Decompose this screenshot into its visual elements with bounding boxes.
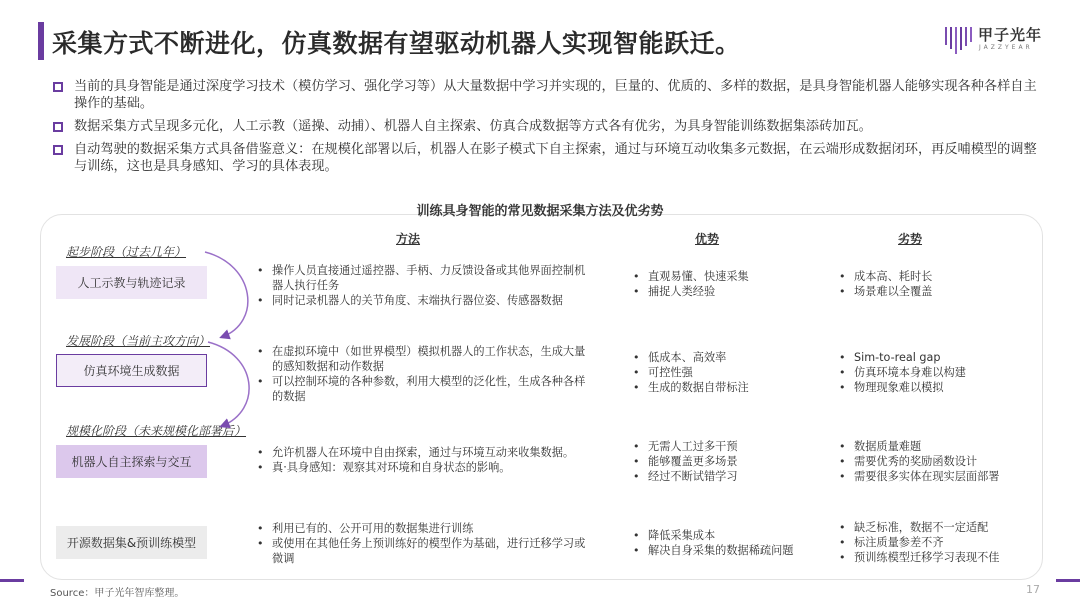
pros-cell <box>630 528 820 558</box>
list-item: • 数据质量难题 <box>836 439 1026 454</box>
page-title: 采集方式不断进化，仿真数据有望驱动机器人实现智能跃迁。 <box>52 29 741 58</box>
bullet-item: 数据采集方式呈现多元化，人工示教（遥操、动捕）、机器人自主探索、仿真合成数据等方式各有优劣，为具身智能训练数据集添砖加瓦。 <box>52 118 1042 135</box>
list-item: • 物理现象难以模拟 <box>836 380 1026 395</box>
pros-cell <box>630 439 820 484</box>
list-item: • 低成本、高效率 <box>630 350 820 365</box>
bullet-square-icon <box>53 82 63 92</box>
method-description <box>254 263 594 308</box>
source-note: Source：甲子光年智库整理。 <box>50 588 185 599</box>
bullet-square-icon <box>53 145 63 155</box>
title-accent-bar <box>38 22 44 60</box>
method-description <box>254 521 594 566</box>
list-item: • 可控性强 <box>630 365 820 380</box>
list-item: • 可以控制环境的各种参数，利用大模型的泛化性，生成各种各样的数据 <box>254 374 594 404</box>
list-item: • 标注质量参差不齐 <box>836 535 1031 550</box>
list-item: • 场景难以全覆盖 <box>836 284 1026 299</box>
list-item: • 经过不断试错学习 <box>630 469 820 484</box>
footer-accent-right <box>1056 579 1080 582</box>
bullet-item: 自动驾驶的数据采集方式具备借鉴意义：在规模化部署以后，机器人在影子模式下自主探索，通过与环境互动收集多元数据，在云端形成数据闭环，再反哺模型的调整与训练，这也是具身感知、学习的具体表现。 <box>52 141 1042 175</box>
method-cell: 人工示教与轨迹记录 <box>56 266 207 299</box>
page-number: 17 <box>1026 583 1040 596</box>
table-title: 训练具身智能的常见数据采集方法及优劣势 <box>416 204 664 219</box>
list-item: • 利用已有的、公开可用的数据集进行训练 <box>254 521 594 536</box>
column-header-cons: 劣势 <box>898 232 923 246</box>
method-description <box>254 445 594 475</box>
list-item: • 真·具身感知：观察其对环境和自身状态的影响。 <box>254 460 594 475</box>
list-item: • 生成的数据自带标注 <box>630 380 820 395</box>
list-item: • 捕捉人类经验 <box>630 284 820 299</box>
list-item: • 在虚拟环境中（如世界模型）模拟机器人的工作状态，生成大量的感知数据和动作数据 <box>254 344 594 374</box>
method-cell: 机器人自主探索与交互 <box>56 445 207 478</box>
list-item: • 仿真环境本身难以构建 <box>836 365 1026 380</box>
logo-mark-icon <box>944 25 974 55</box>
bullet-item: 当前的具身智能是通过深度学习技术（模仿学习、强化学习等）从大量数据中学习并实现的，巨量的、优质的、多样的数据，是具身智能机器人能够实现各种各样自主操作的基础。 <box>52 78 1042 112</box>
bullet-list <box>52 78 1042 181</box>
list-item: • 预训练模型迁移学习表现不佳 <box>836 550 1031 565</box>
list-item: • 能够覆盖更多场景 <box>630 454 820 469</box>
logo-text: 甲子光年 <box>978 26 1043 44</box>
bullet-square-icon <box>53 122 63 132</box>
list-item: • 直观易懂、快速采集 <box>630 269 820 284</box>
list-item: • 成本高、耗时长 <box>836 269 1026 284</box>
list-item: • Sim-to-real gap <box>836 350 1026 365</box>
method-description <box>254 344 594 404</box>
list-item: • 缺乏标准，数据不一定适配 <box>836 520 1031 535</box>
list-item: • 无需人工过多干预 <box>630 439 820 454</box>
list-item: • 降低采集成本 <box>630 528 820 543</box>
column-header-pros: 优势 <box>695 232 720 246</box>
list-item: • 需要很多实体在现实层面部署 <box>836 469 1026 484</box>
column-header-method: 方法 <box>396 232 421 246</box>
cons-cell <box>836 269 1026 299</box>
pros-cell <box>630 269 820 299</box>
method-cell: 仿真环境生成数据 <box>56 354 207 387</box>
pros-cell <box>630 350 820 395</box>
list-item: • 同时记录机器人的关节角度、末端执行器位姿、传感器数据 <box>254 293 594 308</box>
logo-subtext: JAZZYEAR <box>979 44 1033 51</box>
stage-label-start: 起步阶段（过去几年） <box>66 245 187 259</box>
list-item: • 操作人员直接通过遥控器、手柄、力反馈设备或其他界面控制机器人执行任务 <box>254 263 594 293</box>
method-cell: 开源数据集&预训练模型 <box>56 526 207 559</box>
brand-logo <box>944 22 1062 62</box>
footer-accent-left <box>0 579 24 582</box>
list-item: • 解决自身采集的数据稀疏问题 <box>630 543 820 558</box>
list-item: • 允许机器人在环境中自由探索，通过与环境互动来收集数据。 <box>254 445 594 460</box>
cons-cell <box>836 350 1026 395</box>
list-item: • 或使用在其他任务上预训练好的模型作为基础，进行迁移学习或微调 <box>254 536 594 566</box>
cons-cell <box>836 439 1026 484</box>
stage-label-scale: 规模化阶段（未来规模化部署后） <box>66 424 247 438</box>
cons-cell <box>836 520 1031 565</box>
stage-label-develop: 发展阶段（当前主攻方向） <box>66 334 211 348</box>
list-item: • 需要优秀的奖励函数设计 <box>836 454 1026 469</box>
